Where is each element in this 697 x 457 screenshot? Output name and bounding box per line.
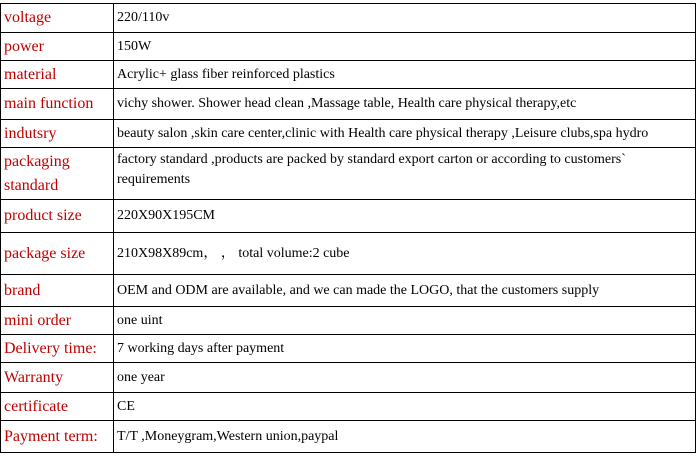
row-value: vichy shower. Shower head clean ,Massage table, Health care physical therapy,etc (114, 89, 696, 120)
row-label: material (1, 61, 114, 89)
row-label: power (1, 33, 114, 61)
table-row-brand (1, 275, 696, 307)
spec-table (0, 3, 696, 453)
row-label: mini order (1, 307, 114, 335)
row-label: product size (1, 200, 114, 233)
row-value: 7 working days after payment (114, 335, 696, 363)
row-value: 220/110v (114, 4, 696, 33)
row-value: CE (114, 393, 696, 421)
row-label: certificate (1, 393, 114, 421)
table-row-packaging-standard (1, 148, 696, 200)
row-label: packaging standard (1, 148, 114, 200)
table-row-power (1, 33, 696, 61)
row-value: Acrylic+ glass fiber reinforced plastics (114, 61, 696, 89)
table-row-delivery-time (1, 335, 696, 363)
table-row-payment-term (1, 421, 696, 453)
row-value: one year (114, 363, 696, 393)
table-row-package-size (1, 233, 696, 275)
table-row-warranty (1, 363, 696, 393)
row-value: OEM and ODM are available, and we can made the LOGO, that the customers supply (114, 275, 696, 307)
table-row-certificate (1, 393, 696, 421)
row-label: Warranty (1, 363, 114, 393)
table-row-mini-order (1, 307, 696, 335)
row-label: Delivery time: (1, 335, 114, 363)
table-row-material (1, 61, 696, 89)
row-value: T/T ,Moneygram,Western union,paypal (114, 421, 696, 453)
table-row-main-function (1, 89, 696, 120)
row-label: package size (1, 233, 114, 275)
row-label: Payment term: (1, 421, 114, 453)
table-row-industry (1, 120, 696, 148)
row-label: indutsry (1, 120, 114, 148)
row-value: 220X90X195CM (114, 200, 696, 233)
row-label: voltage (1, 4, 114, 33)
table-row-product-size (1, 200, 696, 233)
row-value: factory standard ,products are packed by standard export carton or according to customers` requirements (114, 148, 696, 200)
row-value: beauty salon ,skin care center,clinic with Health care physical therapy ,Leisure clubs,spa hydro (114, 120, 696, 148)
row-value: 150W (114, 33, 696, 61)
row-value: 210X98X89cm， ， total volume:2 cube (114, 233, 696, 275)
row-label: main function (1, 89, 114, 120)
row-value: one uint (114, 307, 696, 335)
row-label: brand (1, 275, 114, 307)
table-row-voltage (1, 4, 696, 33)
